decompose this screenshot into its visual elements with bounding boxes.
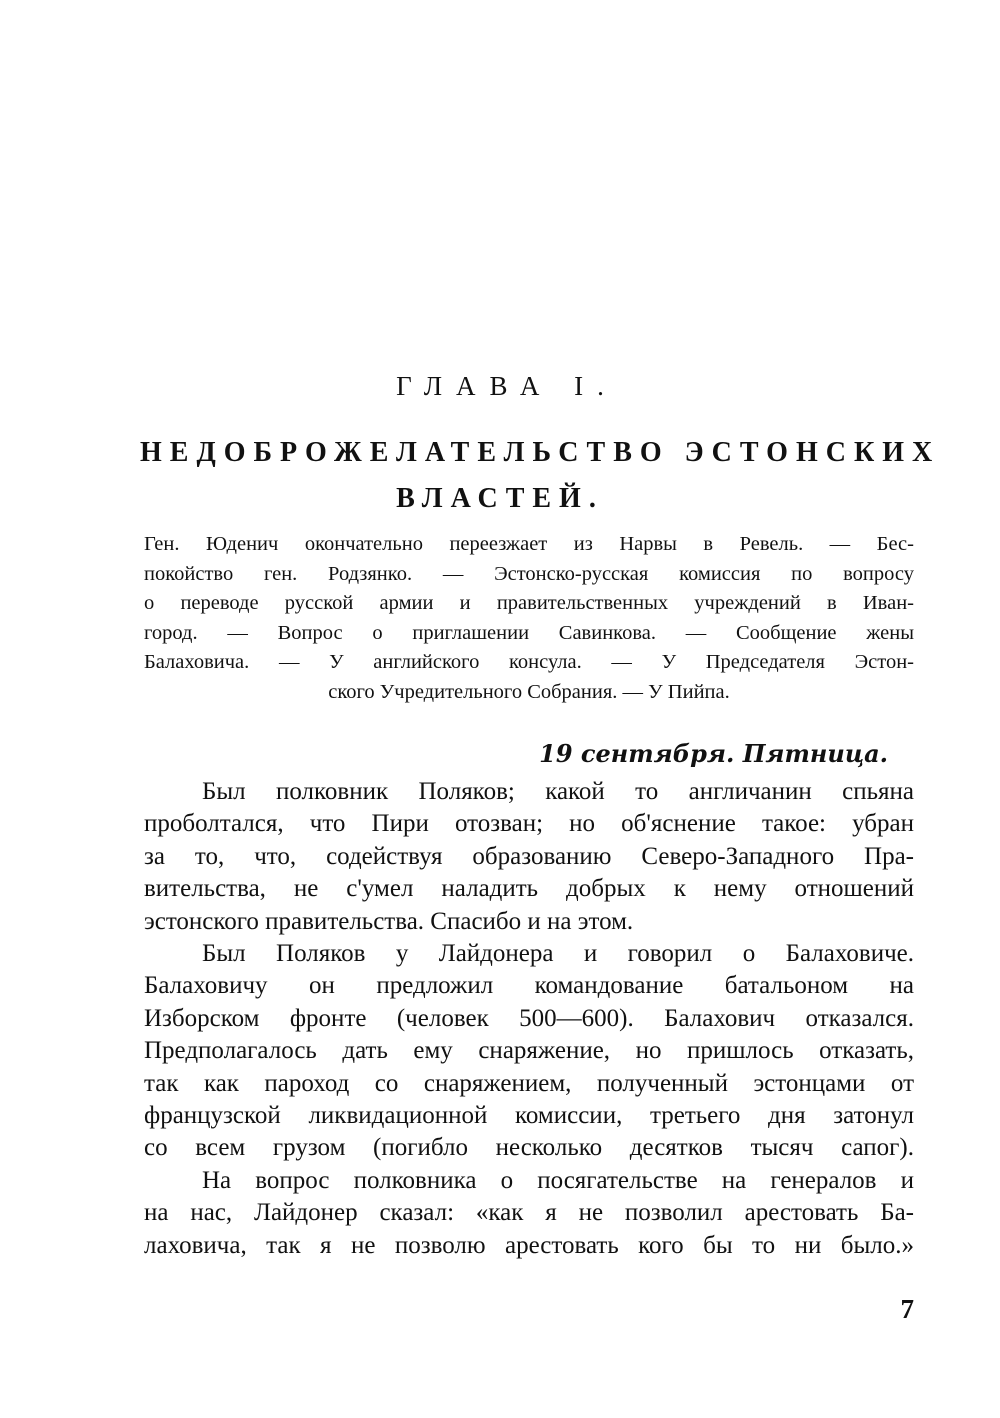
summary-line: о переводе русской армии и правительственных учреждений в Иван- [144, 592, 914, 614]
body-line: со всем грузом (погибло несколько десятков тысяч сапог). [144, 1134, 914, 1162]
body-line: Балаховичу он предложил командование батальоном на [144, 972, 914, 1000]
body-text [144, 776, 914, 1262]
body-line: Был Поляков у Лайдонера и говорил о Балаховиче. [202, 940, 914, 968]
body-line: На вопрос полковника о посягательстве на генералов и [202, 1166, 914, 1194]
body-line: французской ликвидационной комиссии, третьего дня затонул [144, 1102, 914, 1130]
body-line: Изборском фронте (человек 500—600). Балахович отказался. [144, 1004, 914, 1032]
summary-line: ского Учредительного Собрания. — У Пийпа. [328, 680, 730, 703]
body-line: проболтался, что Пири отозван; но об'яснение такое: убран [144, 810, 914, 838]
body-line: на нас, Лайдонер сказал: «как я не позволил арестовать Ба- [144, 1199, 914, 1227]
chapter-title-line-2: ВЛАСТЕЙ. [396, 483, 604, 514]
body-line: вительства, не с'умел наладить добрых к нему отношений [144, 875, 914, 903]
chapter-title-line-1: НЕДОБРОЖЕЛАТЕЛЬСТВО ЭСТОНСКИХ [140, 437, 941, 468]
body-line: лаховича, так я не позволю арестовать кого бы то ни было.» [144, 1231, 914, 1259]
body-line: так как пароход со снаряжением, полученный эстонцами от [144, 1069, 914, 1097]
page-number: 7 [900, 1294, 914, 1324]
body-line: эстонского правительства. Спасибо и на этом. [144, 907, 634, 935]
body-line: за то, что, содействуя образованию Северо-Западного Пра- [144, 842, 914, 870]
chapter-heading: ГЛАВА I. [396, 371, 618, 401]
chapter-title [140, 430, 941, 522]
summary-line: покойство ген. Родзянко. — Эстонско-русская комиссия по вопросу [144, 562, 914, 585]
body-line: Предполагалось дать ему снаряжение, но пришлось отказать, [144, 1037, 914, 1065]
summary-line: Ген. Юденич окончательно переезжает из Нарвы в Ревель. — Бес- [144, 533, 914, 555]
body-line: Был полковник Поляков; какой то англичанин спьяна [202, 778, 914, 805]
summary-line: Балаховича. — У английского консула. — У Председателя Эстон- [144, 651, 914, 673]
chapter-summary [144, 530, 914, 707]
entry-date: 19 сентября. Пятница. [539, 739, 888, 768]
summary-line: город. — Вопрос о приглашении Савинкова. — Сообщение жены [144, 621, 914, 644]
